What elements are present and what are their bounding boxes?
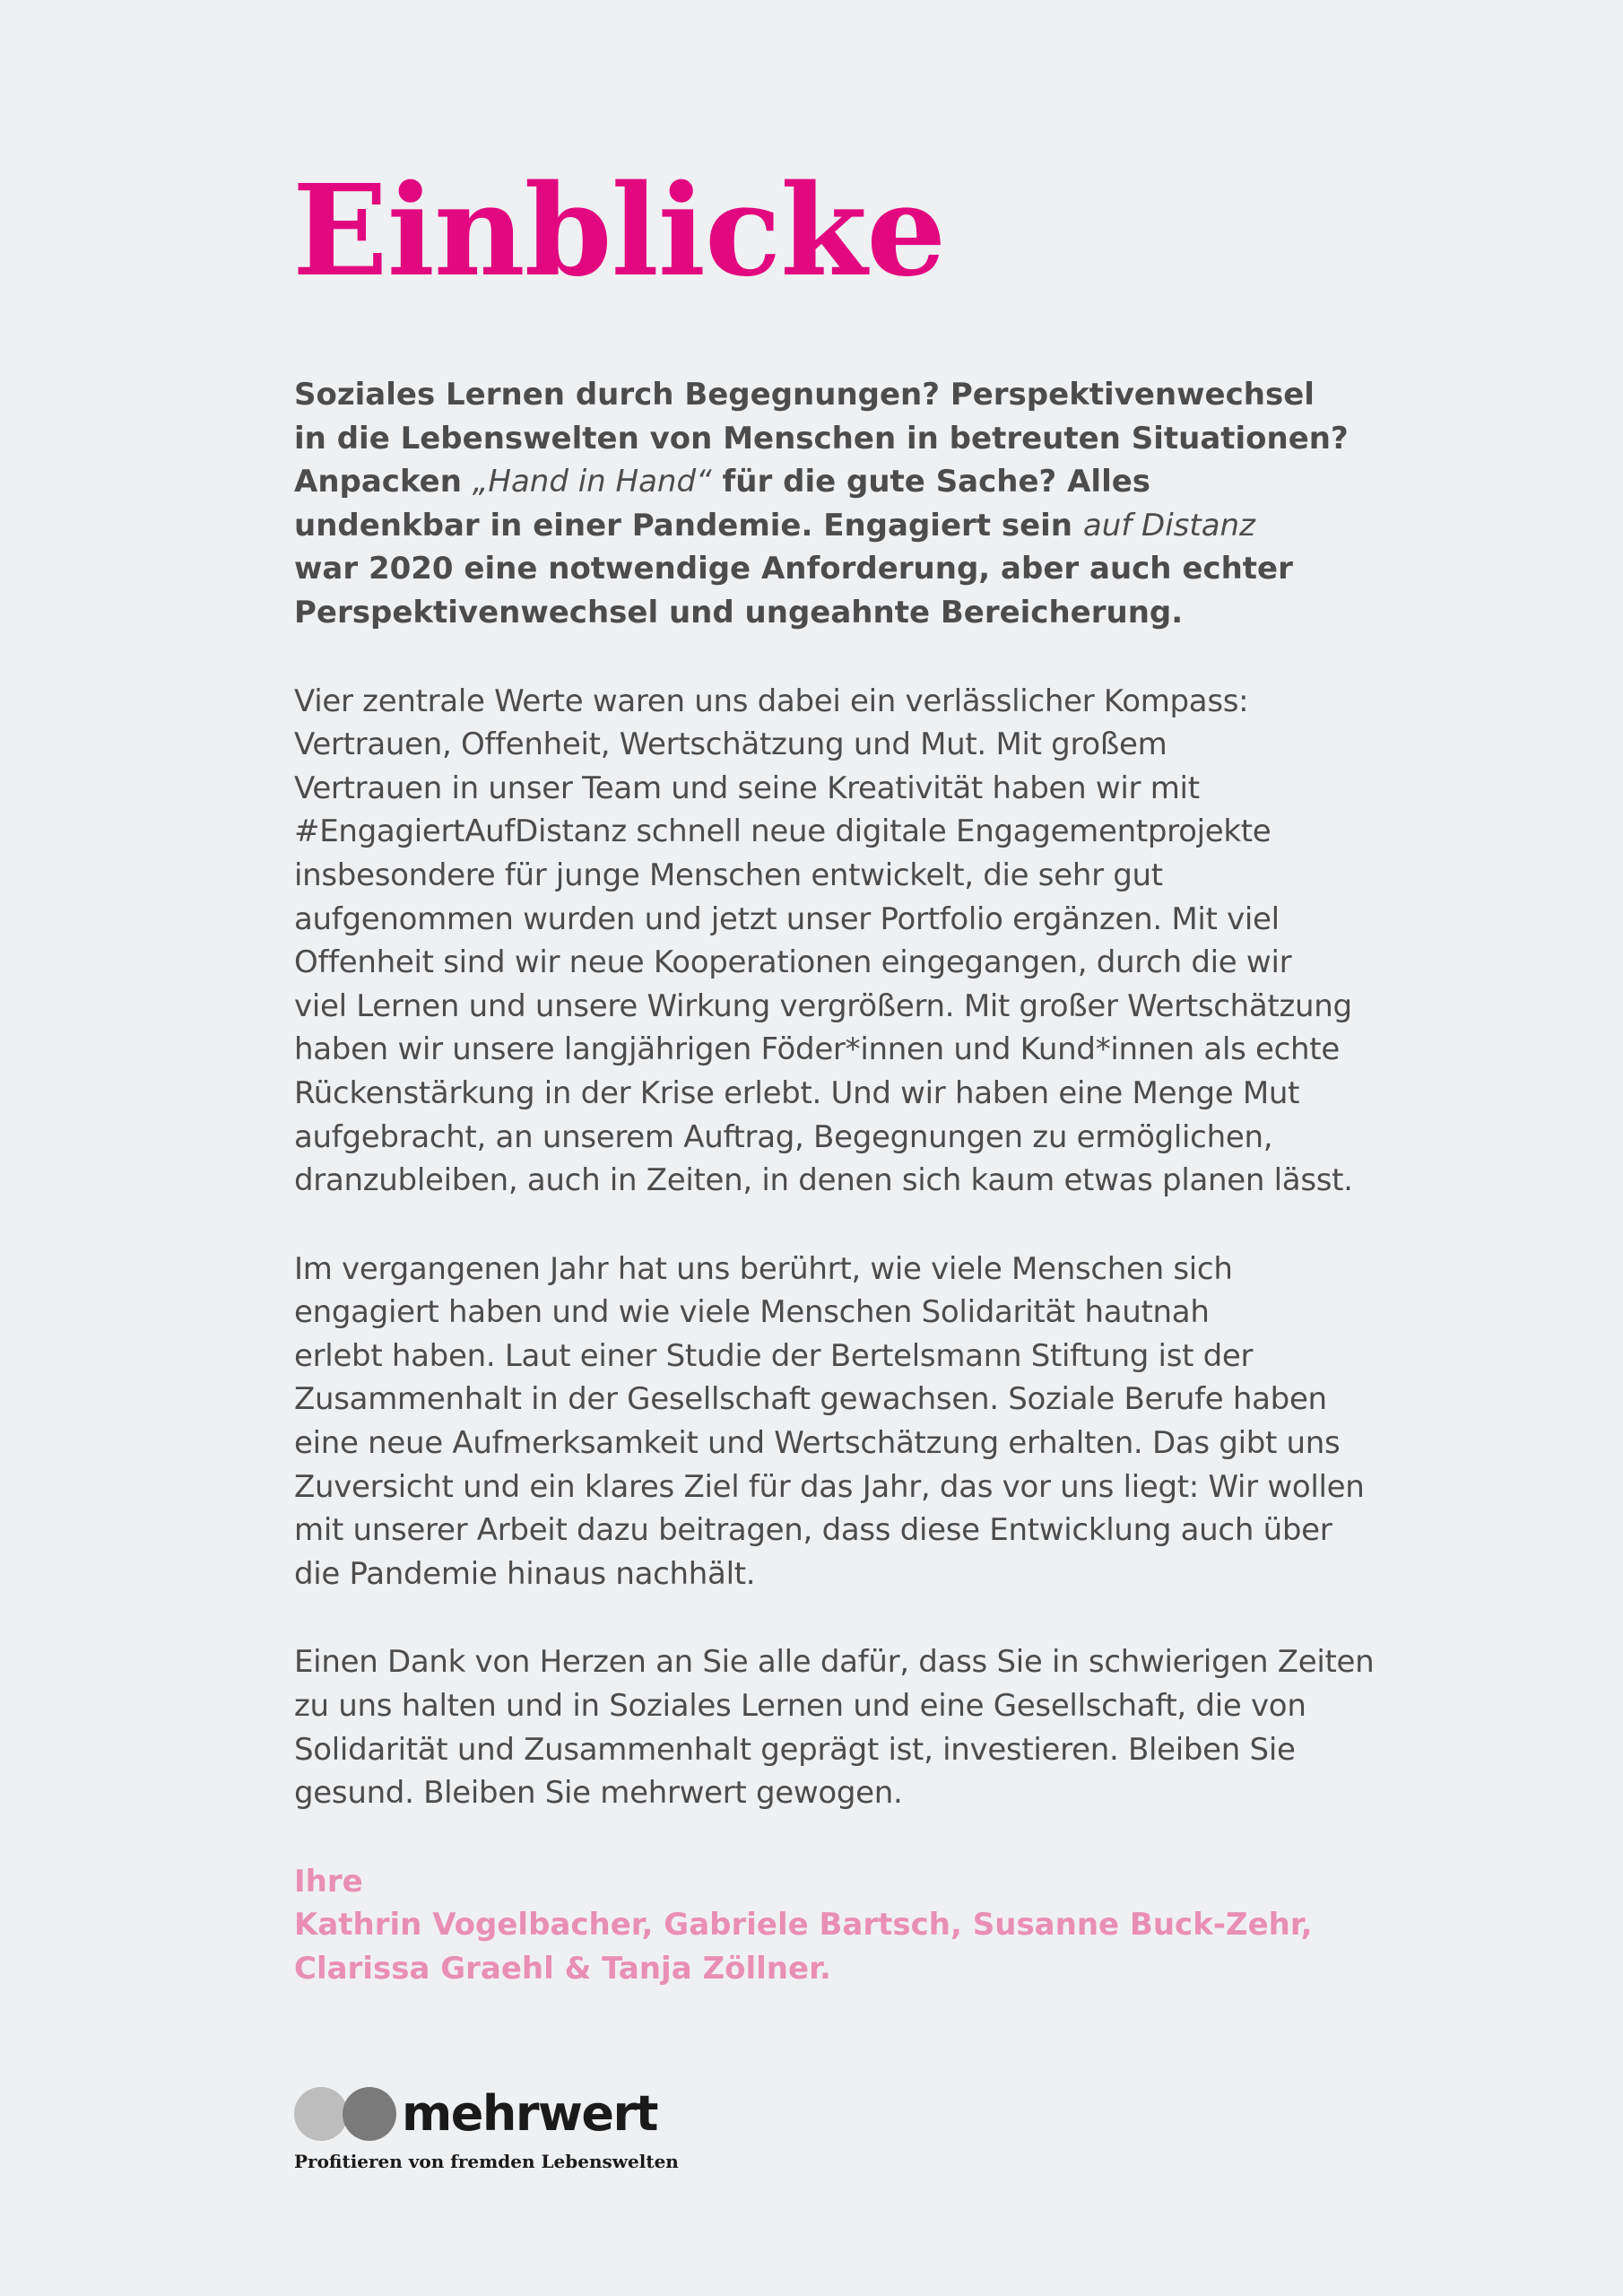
body-line: zu uns halten und in Soziales Lernen und eine Gesellschaft, die von	[294, 1688, 1306, 1725]
body-line: Im vergangenen Jahr hat uns berührt, wie viele Menschen sich	[294, 1250, 1233, 1287]
body-line: Zusammenhalt in der Gesellschaft gewachsen. Soziale Berufe haben	[294, 1381, 1327, 1418]
body-line: aufgenommen wurden und jetzt unser Portfolio ergänzen. Mit viel	[294, 900, 1280, 937]
lead-paragraph	[294, 373, 1469, 635]
logo-light-circle-icon	[294, 2087, 348, 2141]
lead-text: undenkbar in einer Pandemie. Engagiert sein	[294, 507, 1083, 544]
signature-line: Ihre	[294, 1863, 363, 1900]
body-line: haben wir unsere langjährigen Föder*innen und Kund*innen als echte	[294, 1031, 1340, 1068]
body-line: die Pandemie hinaus nachhält.	[294, 1555, 756, 1592]
body-line: eine neue Aufmerksamkeit und Wertschätzung erhalten. Das gibt uns	[294, 1425, 1341, 1462]
body-line: dranzubleiben, auch in Zeiten, in denen sich kaum etwas planen lässt.	[294, 1162, 1353, 1199]
body-line: Zuversicht und ein klares Ziel für das Jahr, das vor uns liegt: Wir wollen	[294, 1468, 1365, 1505]
body-line: gesund. Bleiben Sie mehrwert gewogen.	[294, 1775, 903, 1812]
body-line: Solidarität und Zusammenhalt geprägt ist, investieren. Bleiben Sie	[294, 1731, 1296, 1768]
body-line: Vier zentrale Werte waren uns dabei ein verlässlicher Kompass:	[294, 683, 1249, 719]
lead-line: war 2020 eine notwendige Anforderung, aber auch echter	[294, 551, 1293, 587]
logo-wordmark: mehrwert	[402, 2085, 657, 2142]
lead-line: Perspektivenwechsel und ungeahnte Bereicherung.	[294, 594, 1184, 631]
lead-italic-quote: „Hand in Hand“	[472, 464, 712, 500]
logo-dark-circle-icon	[343, 2087, 396, 2141]
lead-line: in die Lebenswelten von Menschen in betreuten Situationen?	[294, 420, 1349, 457]
content	[294, 373, 1469, 1991]
body-line: insbesondere für junge Menschen entwickelt, die sehr gut	[294, 857, 1163, 893]
lead-line: Soziales Lernen durch Begegnungen? Perspektivenwechsel	[294, 377, 1315, 413]
body-line: Vertrauen, Offenheit, Wertschätzung und Mut. Mit großem	[294, 726, 1167, 763]
body-paragraph-thanks	[294, 1640, 1469, 1814]
body-line: Offenheit sind wir neue Kooperationen eingegangen, durch die wir	[294, 944, 1292, 981]
page-title: Einblicke	[292, 158, 946, 305]
body-line: viel Lernen und unsere Wirkung vergrößern. Mit großer Wertschätzung	[294, 987, 1352, 1024]
body-line: Einen Dank von Herzen an Sie alle dafür, dass Sie in schwierigen Zeiten	[294, 1644, 1375, 1681]
logo-mark-row	[294, 2086, 679, 2142]
lead-text: Anpacken	[294, 464, 473, 500]
body-line: aufgebracht, an unserem Auftrag, Begegnungen zu ermöglichen,	[294, 1118, 1273, 1155]
body-line: Rückenstärkung in der Krise erlebt. Und wir haben eine Menge Mut	[294, 1074, 1300, 1111]
lead-italic-phrase: auf Distanz	[1082, 507, 1255, 544]
logo-tagline: Profitieren von fremden Lebenswelten	[294, 2151, 679, 2172]
lead-line	[294, 504, 1469, 548]
signature-line: Clarissa Graehl & Tanja Zöllner.	[294, 1951, 831, 1987]
body-line: engagiert haben und wie viele Menschen Solidarität hautnah	[294, 1294, 1210, 1331]
body-paragraph-values	[294, 680, 1469, 1203]
mehrwert-logo	[294, 2086, 679, 2172]
signature	[294, 1860, 1469, 1991]
body-line: Vertrauen in unser Team und seine Kreativität haben wir mit	[294, 770, 1200, 806]
body-line: #EngagiertAufDistanz schnell neue digitale Engagementprojekte	[294, 813, 1271, 850]
lead-text: für die gute Sache? Alles	[711, 464, 1151, 500]
signature-line: Kathrin Vogelbacher, Gabriele Bartsch, Susanne Buck-Zehr,	[294, 1907, 1313, 1944]
body-line: mit unserer Arbeit dazu beitragen, dass diese Entwicklung auch über	[294, 1512, 1332, 1549]
body-line: erlebt haben. Laut einer Studie der Bertelsmann Stiftung ist der	[294, 1337, 1254, 1374]
lead-line	[294, 460, 1469, 504]
body-paragraph-year	[294, 1248, 1469, 1596]
